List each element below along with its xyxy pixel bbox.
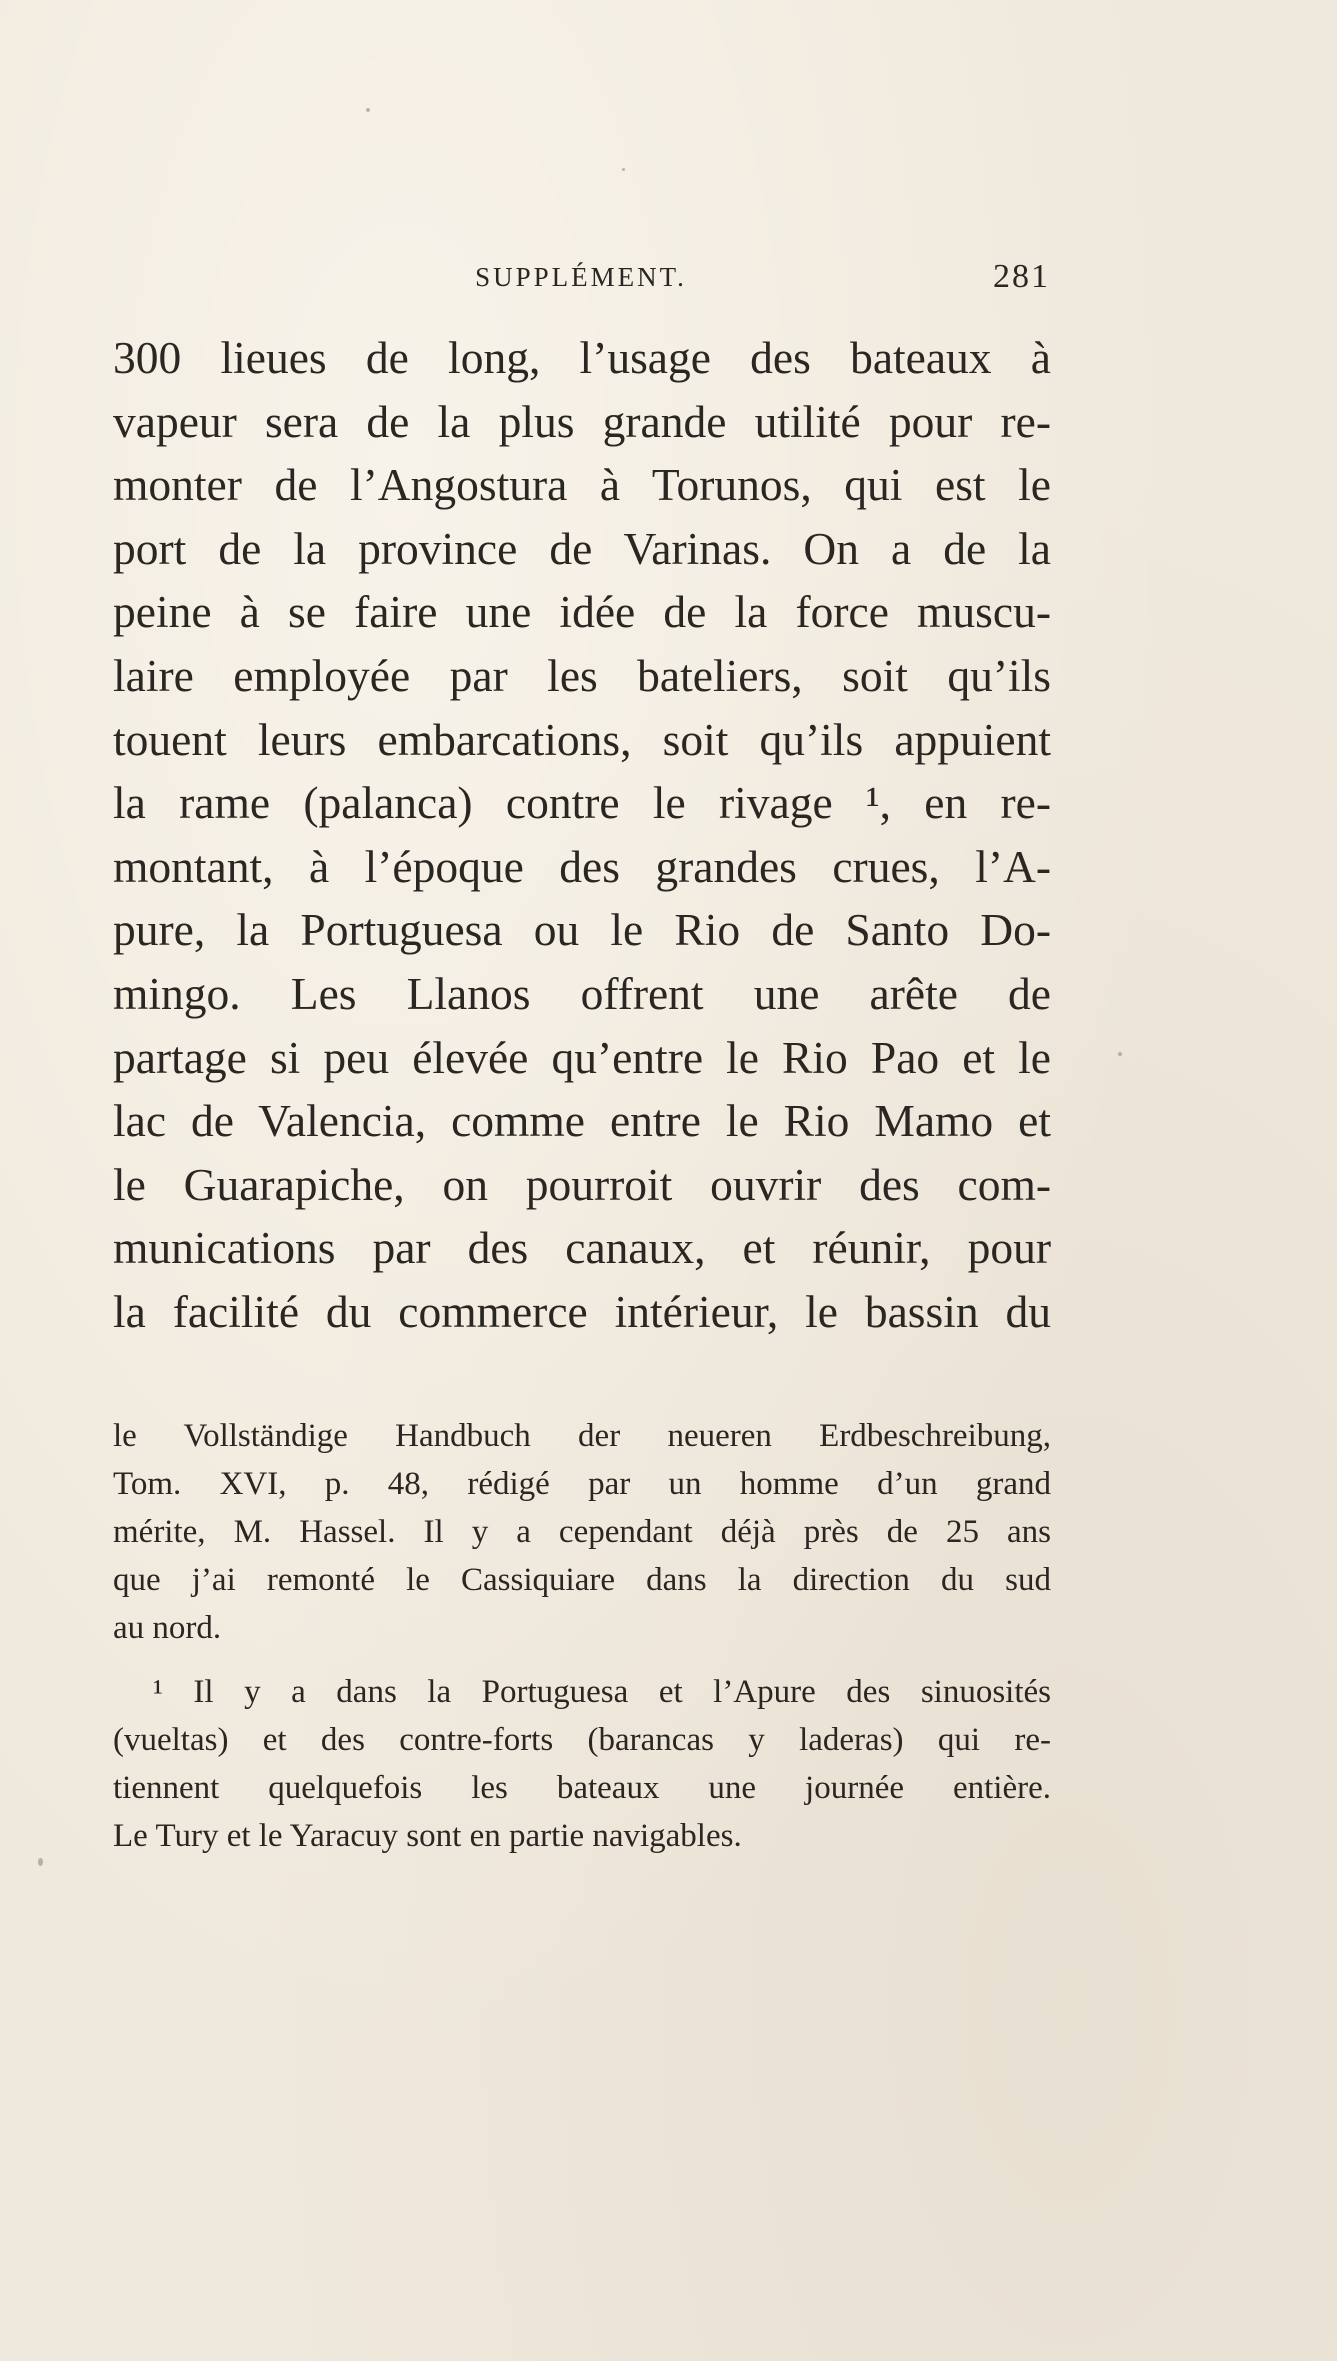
footnote-line: mérite, M. Hassel. Il y a cependant déjà près de 25 ans [113, 1514, 1051, 1550]
paper-speck [366, 108, 370, 112]
text-line: la rame (palanca) contre le rivage ¹, en re- [113, 777, 1051, 829]
text-line: partage si peu élevée qu’entre le Rio Pao et le [113, 1031, 1051, 1083]
footnote-line: Tom. XVI, p. 48, rédigé par un homme d’un grand [113, 1466, 1051, 1502]
text-line: le Guarapiche, on pourroit ouvrir des com- [113, 1158, 1051, 1210]
text-line: touent leurs embarcations, soit qu’ils appuient [113, 713, 1051, 765]
footnote-line: que j’ai remonté le Cassiquiare dans la direction du sud [113, 1562, 1051, 1598]
running-head-title: SUPPLÉMENT. [475, 262, 687, 292]
text-line: la facilité du commerce intérieur, le bassin du [113, 1285, 1051, 1337]
text-line: mingo. Les Llanos offrent une arête de [113, 967, 1051, 1019]
footnote-continued [113, 1412, 1051, 1652]
footnotes [113, 1412, 1051, 1860]
paper-speck [1118, 1052, 1122, 1056]
text-line: montant, à l’époque des grandes crues, l’A- [113, 840, 1051, 892]
text-line: vapeur sera de la plus grande utilité pour re- [113, 395, 1051, 447]
text-line: 300 lieues de long, l’usage des bateaux à [113, 332, 1051, 383]
footnote-line: ¹ Il y a dans la Portuguesa et l’Apure des sinuosités [153, 1674, 1051, 1710]
main-text [113, 326, 1051, 1344]
footnote-line: tiennent quelquefois les bateaux une journée entière. [113, 1770, 1051, 1806]
text-line: monter de l’Angostura à Torunos, qui est le [113, 459, 1051, 511]
footnote-1 [113, 1668, 1051, 1860]
text-line: laire employée par les bateliers, soit qu’ils [113, 649, 1051, 701]
footnote-line: le Vollständige Handbuch der neueren Erdbeschreibung, [113, 1418, 1051, 1454]
text-line: lac de Valencia, comme entre le Rio Mamo et [113, 1095, 1051, 1147]
paper-speck [622, 168, 625, 171]
text-line: munications par des canaux, et réunir, pour [113, 1222, 1051, 1274]
page-number: 281 [993, 258, 1050, 295]
running-head [112, 258, 1050, 302]
text-line: pure, la Portuguesa ou le Rio de Santo Do- [113, 904, 1051, 956]
text-line: port de la province de Varinas. On a de la [113, 522, 1051, 574]
footnote-line: au nord. [113, 1610, 222, 1646]
paper-speck [38, 1858, 43, 1866]
footnote-line: (vueltas) et des contre-forts (barancas y laderas) qui re- [113, 1722, 1051, 1758]
text-line: peine à se faire une idée de la force muscu- [113, 586, 1051, 638]
footnote-line: Le Tury et le Yaracuy sont en partie navigables. [113, 1818, 742, 1854]
